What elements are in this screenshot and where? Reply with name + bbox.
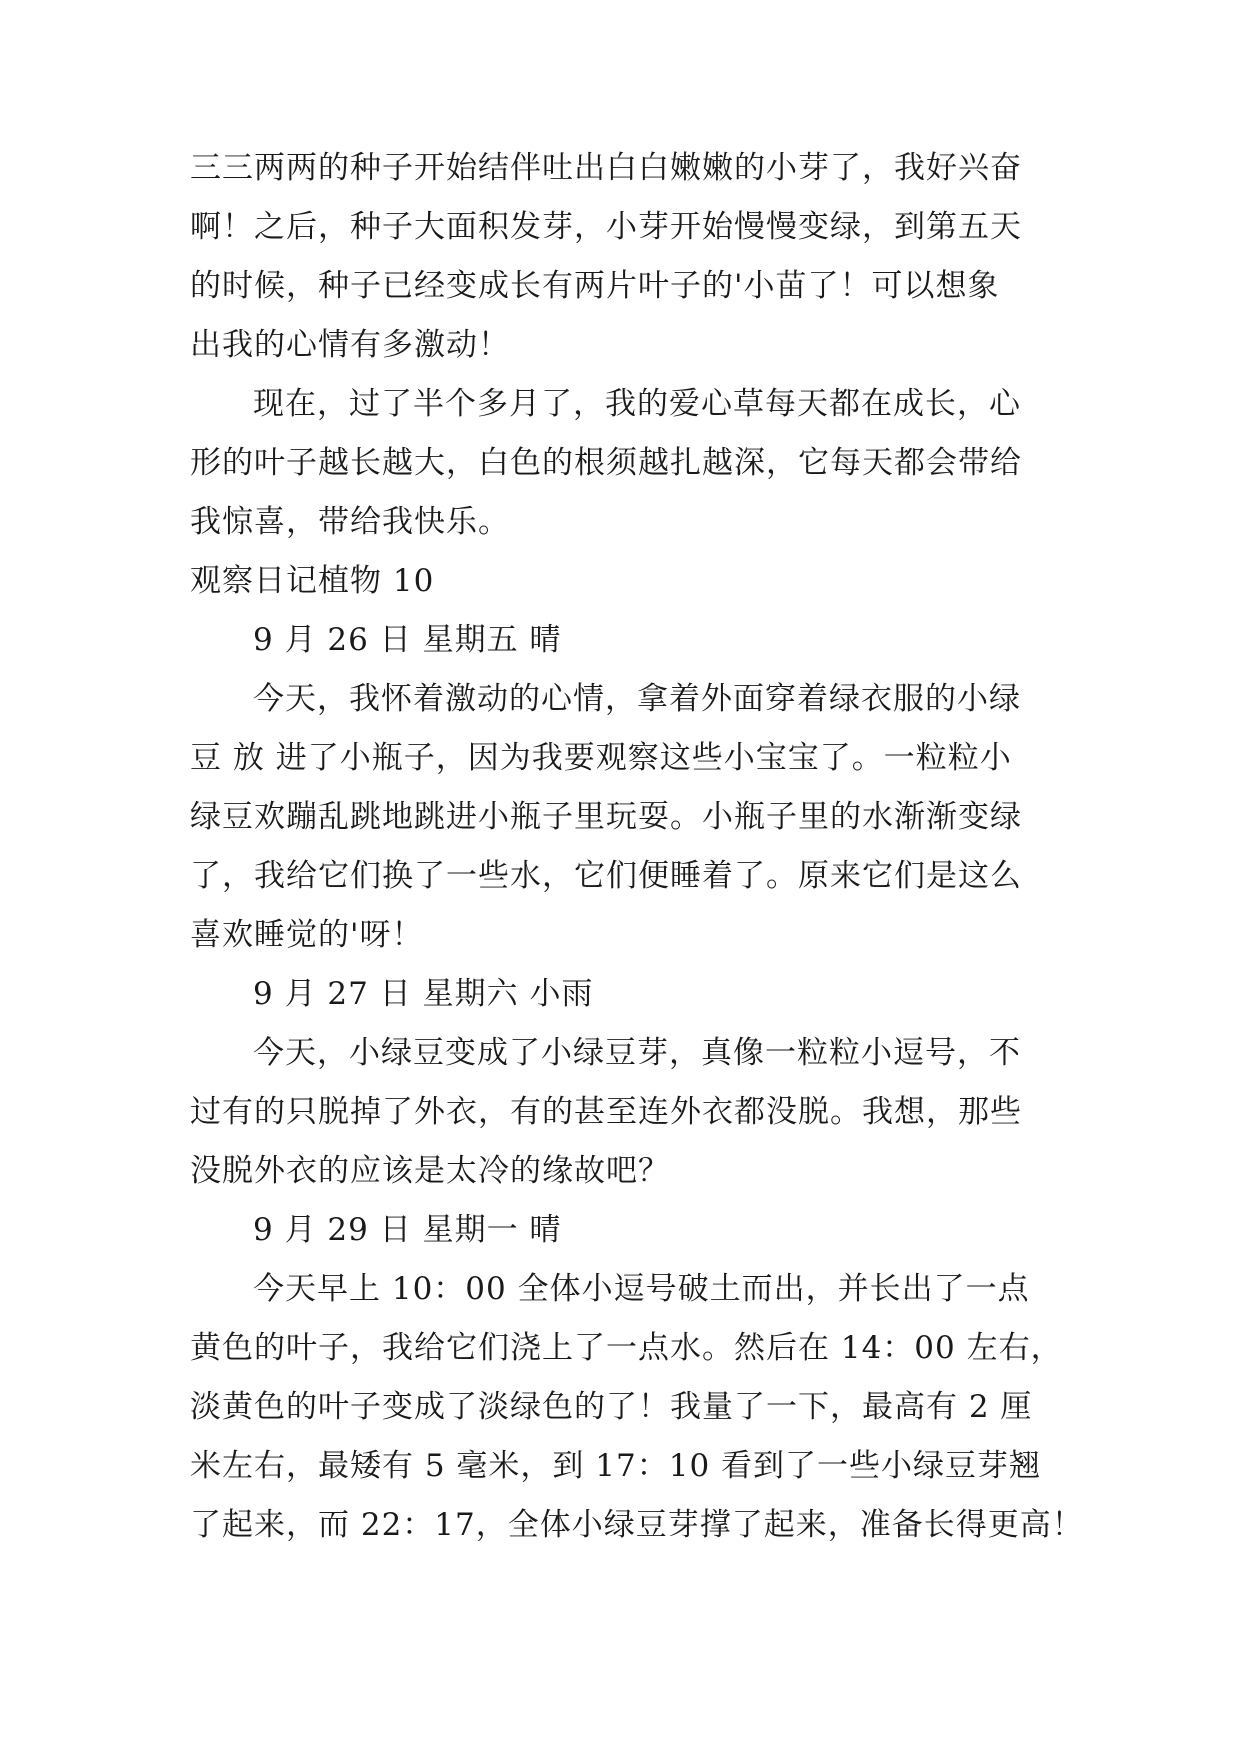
text-line: 黄色的叶子，我给它们浇上了一点水。然后在 14：00 左右， (190, 1330, 1063, 1366)
paragraph-first-line: 现在，过了半个多月了，我的爱心草每天都在成长，心 (253, 386, 1021, 422)
text-line: 三三两两的种子开始结伴吐出白白嫩嫩的小芽了，我好兴奋 (190, 150, 1022, 186)
text-line: 淡黄色的叶子变成了淡绿色的了！我量了一下，最高有 2 厘 (190, 1389, 1033, 1425)
text-line: 啊！之后，种子大面积发芽，小芽开始慢慢变绿，到第五天 (190, 209, 1022, 245)
paragraph-first-line: 今天，我怀着激动的心情，拿着外面穿着绿衣服的小绿 (253, 681, 1021, 717)
text-line: 豆 放 进了小瓶子，因为我要观察这些小宝宝了。一粒粒小 (190, 740, 1012, 776)
diary-date-line: 9 月 29 日 星期一 晴 (253, 1212, 562, 1248)
text-line: 我惊喜，带给我快乐。 (190, 504, 510, 540)
text-line: 喜欢睡觉的'呀！ (190, 917, 424, 953)
paragraph-first-line: 今天早上 10：00 全体小逗号破土而出，并长出了一点 (253, 1271, 1030, 1307)
diary-date-line: 9 月 26 日 星期五 晴 (253, 622, 562, 658)
text-line: 形的叶子越长越大，白色的根须越扎越深，它每天都会带给 (190, 445, 1022, 481)
text-line: 过有的只脱掉了外衣，有的甚至连外衣都没脱。我想，那些 (190, 1094, 1022, 1130)
text-line: 没脱外衣的应该是太冷的缘故吧？ (190, 1153, 670, 1189)
text-line: 了起来，而 22：17，全体小绿豆芽撑了起来，准备长得更高！ (190, 1507, 1084, 1543)
diary-date-line: 9 月 27 日 星期六 小雨 (253, 976, 594, 1012)
text-line: 出我的心情有多激动！ (190, 327, 510, 363)
text-line: 绿豆欢蹦乱跳地跳进小瓶子里玩耍。小瓶子里的水渐渐变绿 (190, 799, 1022, 835)
paragraph-first-line: 今天，小绿豆变成了小绿豆芽，真像一粒粒小逗号，不 (253, 1035, 1021, 1071)
text-line: 米左右，最矮有 5 毫米，到 17：10 看到了一些小绿豆芽翘 (190, 1448, 1042, 1484)
section-heading: 观察日记植物 10 (190, 563, 435, 599)
text-line: 的时候，种子已经变成长有两片叶子的'小苗了！可以想象 (190, 268, 1000, 304)
text-line: 了，我给它们换了一些水，它们便睡着了。原来它们是这么 (190, 858, 1022, 894)
